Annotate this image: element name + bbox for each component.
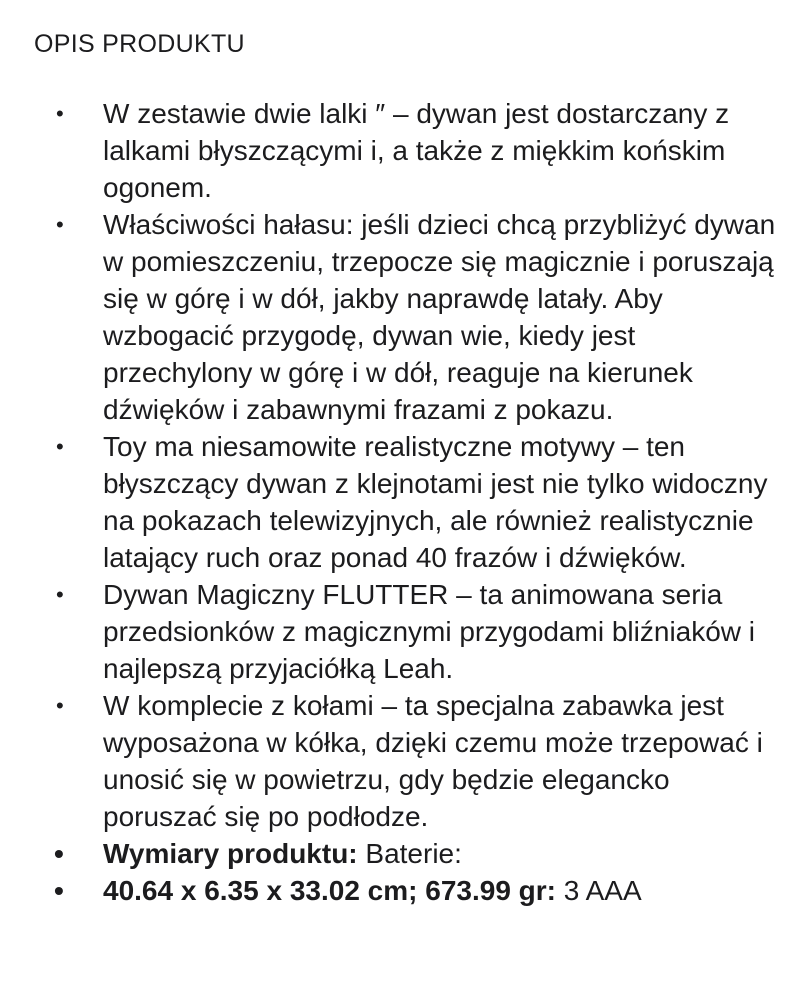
list-item xyxy=(0,95,806,206)
spec-item xyxy=(0,835,806,872)
bullet-icon: • xyxy=(54,875,64,906)
list-item xyxy=(0,687,806,835)
bullet-icon: • xyxy=(56,582,64,607)
feature-list xyxy=(0,95,806,909)
spec-value: Baterie: xyxy=(357,838,462,869)
bullet-icon: • xyxy=(56,434,64,459)
spec-value: 3 AAA xyxy=(556,875,642,906)
spec-label: 40.64 x 6.35 x 33.02 cm; 673.99 gr: xyxy=(103,875,556,906)
list-item xyxy=(0,206,806,428)
bullet-icon: • xyxy=(56,101,64,126)
list-item-text: W komplecie z kołami – ta specjalna zabawka jest wyposażona w kółka, dzięki czemu może trzepować i unosić się w powietrzu, gdy będzie elegancko poruszać się po podłodze. xyxy=(103,690,763,832)
bullet-icon: • xyxy=(56,693,64,718)
list-item xyxy=(0,428,806,576)
list-item-text: W zestawie dwie lalki ″ – dywan jest dostarczany z lalkami błyszczącymi i, a także z miękkim końskim ogonem. xyxy=(103,98,730,203)
spec-item xyxy=(0,872,806,909)
list-item xyxy=(0,576,806,687)
list-item-text: Toy ma niesamowite realistyczne motywy – ten błyszczący dywan z klejnotami jest nie tylko widoczny na pokazach telewizyjnych, ale również realistycznie latający ruch oraz ponad 40 frazów i dźwięków. xyxy=(103,431,768,573)
list-item-text: Dywan Magiczny FLUTTER – ta animowana seria przedsionków z magicznymi przygodami bliźniaków i najlepszą przyjaciółką Leah. xyxy=(103,579,756,684)
bullet-icon: • xyxy=(56,212,64,237)
bullet-icon: • xyxy=(54,838,64,869)
section-heading: OPIS PRODUKTU xyxy=(34,30,245,58)
list-item-text: Właściwości hałasu: jeśli dzieci chcą przybliżyć dywan w pomieszczeniu, trzepocze się magicznie i poruszają się w górę i w dół, jakby naprawdę latały. Aby wzbogacić przygodę, dywan wie, kiedy jest przechylony w górę i w dół, reaguje na kierunek dźwięków i zabawnymi frazami z pokazu. xyxy=(103,209,776,425)
spec-label: Wymiary produktu: xyxy=(103,838,358,869)
